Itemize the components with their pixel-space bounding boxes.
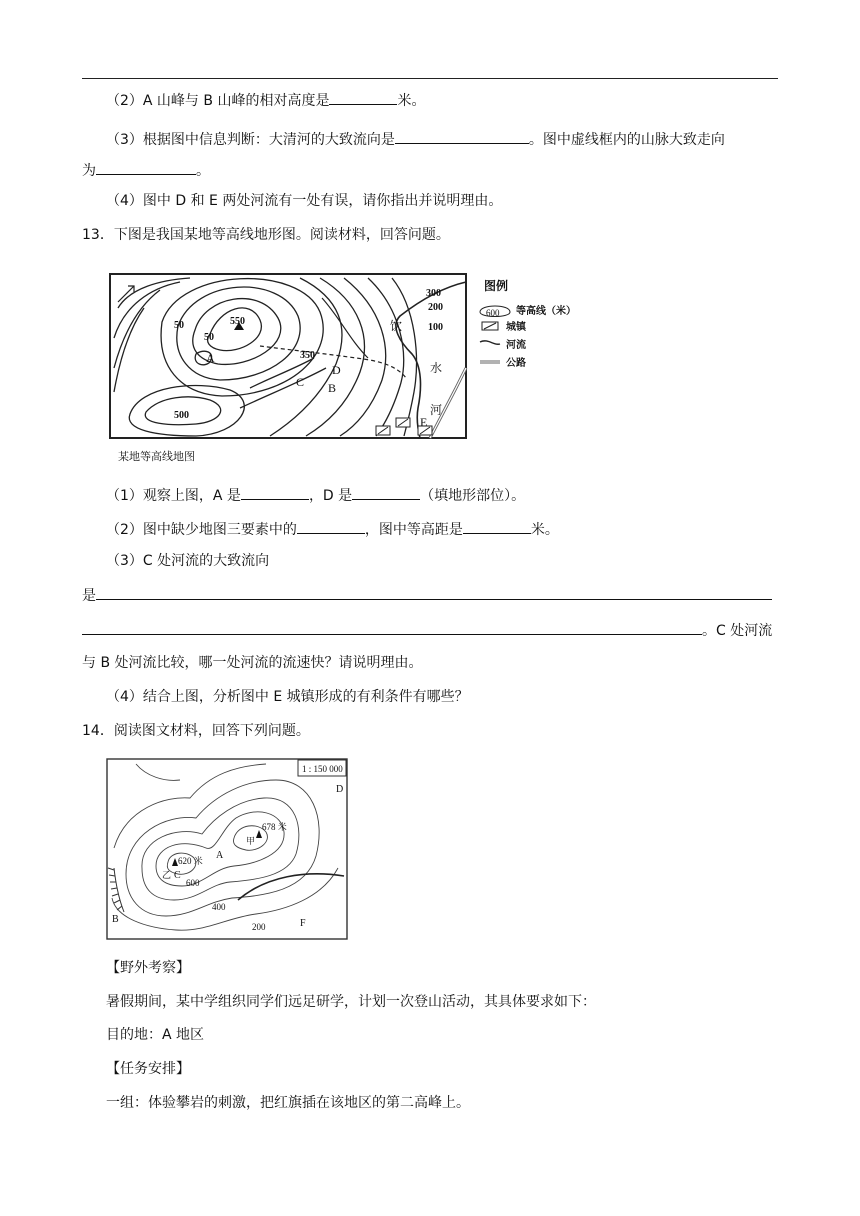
contour-label: 600 bbox=[186, 878, 200, 888]
answer-blank[interactable] bbox=[329, 89, 397, 105]
map-frame bbox=[107, 759, 347, 939]
answer-blank[interactable] bbox=[463, 518, 531, 534]
contour-label: 300 bbox=[426, 288, 441, 299]
q14-text3: 一组：体验攀岩的刺激，把红旗插在该地区的第二高峰上。 bbox=[106, 1095, 470, 1111]
river-name-char: 水 bbox=[430, 361, 443, 375]
q12-part3-cont: 为 。 bbox=[82, 159, 210, 181]
contour-label: 350 bbox=[300, 350, 315, 361]
tributary bbox=[322, 298, 368, 358]
q13-part3-line3: 。C 处河流 bbox=[82, 619, 772, 641]
q14-title: 14．阅读图文材料，回答下列问题。 bbox=[82, 723, 310, 739]
q13-part4: （4）结合上图，分析图中 E 城镇形成的有利条件有哪些？ bbox=[106, 689, 469, 705]
river-name-char: 饮 bbox=[390, 319, 403, 333]
point-label: F bbox=[300, 918, 306, 929]
point-label: A bbox=[216, 850, 224, 861]
q13-part2: （2）图中缺少地图三要素中的 ，图中等高距是 米。 bbox=[106, 518, 559, 540]
contour-lines bbox=[114, 278, 416, 436]
peak2-name: 乙 bbox=[162, 870, 172, 880]
legend-river: 河流 bbox=[506, 340, 526, 351]
point-label: C bbox=[174, 870, 181, 881]
contour-label: 50 bbox=[204, 332, 214, 343]
q14-text1: 暑假期间，某中学组织同学们远足研学，计划一次登山活动，其具体要求如下： bbox=[106, 994, 596, 1010]
q14-text2: 目的地：A 地区 bbox=[106, 1027, 205, 1043]
q12-part3: （3）根据图中信息判断：大清河的大致流向是 。图中虚线框内的山脉大致走向 bbox=[106, 128, 725, 150]
point-label: C bbox=[296, 375, 305, 389]
point-label: A bbox=[206, 351, 215, 365]
legend-river-symbol bbox=[480, 341, 500, 344]
point-label: B bbox=[328, 381, 337, 395]
q13-part1: （1）观察上图，A 是 ，D 是 （填地形部位）。 bbox=[106, 484, 525, 506]
answer-blank[interactable] bbox=[395, 128, 529, 144]
q13-title: 13．下图是我国某地等高线地形图。阅读材料，回答问题。 bbox=[82, 227, 450, 243]
top-rule bbox=[82, 78, 778, 79]
contour-label: 200 bbox=[252, 922, 266, 932]
peak2-elevation: 620 米 bbox=[178, 856, 203, 866]
contour-map-figure bbox=[100, 268, 600, 468]
contour-label: 200 bbox=[428, 302, 443, 313]
q12-part2: （2）A 山峰与 B 山峰的相对高度是 米。 bbox=[106, 89, 425, 111]
answer-blank[interactable] bbox=[352, 484, 420, 500]
scale-label: 1 : 150 000 bbox=[302, 764, 343, 774]
point-label: D bbox=[332, 363, 341, 377]
contour-label: 400 bbox=[212, 902, 226, 912]
q13-part3-line4: 与 B 处河流比较，哪一处河流的流速快？请说明理由。 bbox=[82, 655, 423, 671]
q14-contour-map bbox=[106, 758, 348, 940]
legend-road: 公路 bbox=[506, 358, 526, 369]
point-label: D bbox=[336, 784, 344, 795]
contour-label: 500 bbox=[174, 410, 189, 421]
q13-part3-line2: 是 bbox=[82, 584, 772, 606]
contour-label: 100 bbox=[428, 322, 443, 333]
answer-blank[interactable] bbox=[96, 159, 196, 175]
map-caption: 某地等高线地图 bbox=[118, 451, 195, 463]
answer-blank[interactable] bbox=[82, 619, 702, 635]
peak1-elevation: 678 米 bbox=[262, 822, 287, 832]
answer-blank[interactable] bbox=[297, 518, 365, 534]
contour-label: 50 bbox=[174, 320, 184, 331]
river-name-char: 河 bbox=[430, 403, 443, 417]
legend-contour: 等高线（米） bbox=[516, 306, 576, 317]
map-legend bbox=[480, 278, 576, 369]
q14-heading-field: 【野外考察】 bbox=[106, 960, 190, 976]
peak1-name: 甲 bbox=[246, 836, 256, 846]
point-label: B bbox=[112, 914, 119, 925]
answer-blank[interactable] bbox=[241, 484, 309, 500]
q14-heading-tasks: 【任务安排】 bbox=[106, 1061, 190, 1077]
legend-title: 图例 bbox=[484, 279, 509, 293]
point-label: E bbox=[420, 415, 428, 429]
q13-part3: （3）C 处河流的大致流向 bbox=[106, 553, 270, 569]
contour-label: 550 bbox=[230, 316, 245, 327]
q12-part4: （4）图中 D 和 E 两处河流有一处有误，请你指出并说明理由。 bbox=[106, 193, 503, 209]
legend-town: 城镇 bbox=[506, 322, 526, 333]
answer-blank[interactable] bbox=[96, 584, 772, 600]
legend-contour-value: 600 bbox=[486, 308, 500, 318]
